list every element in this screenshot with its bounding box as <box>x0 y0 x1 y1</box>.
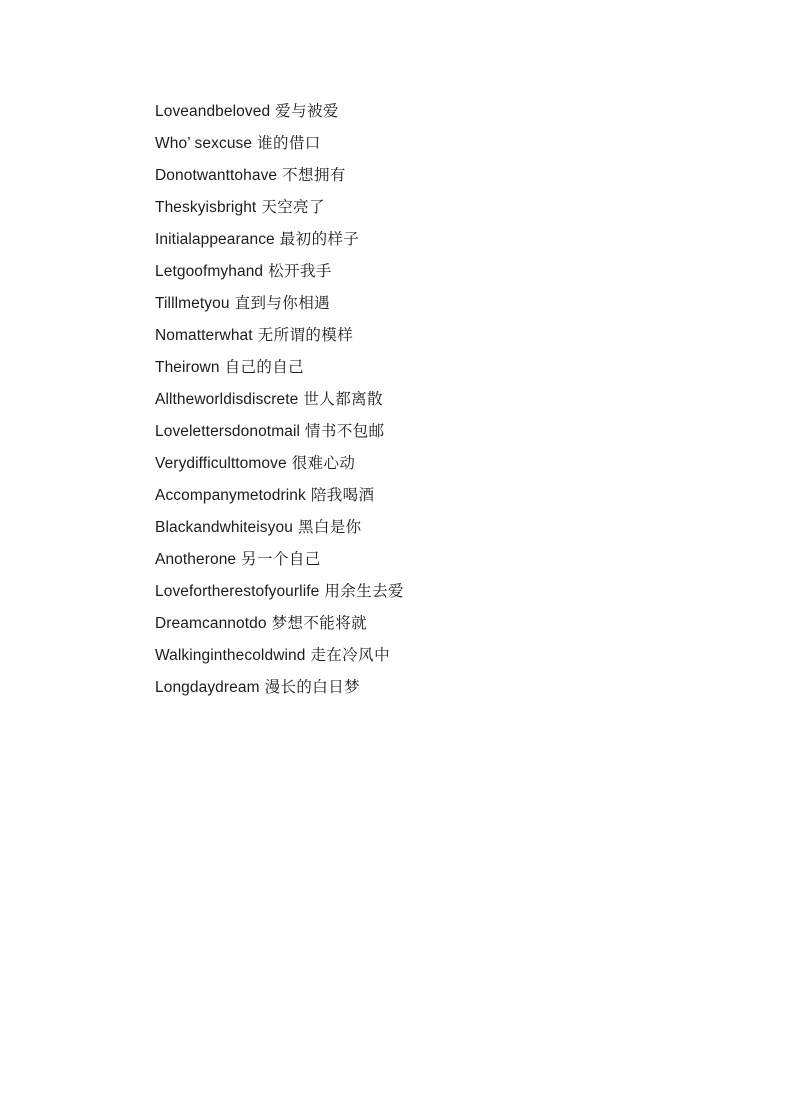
line-chinese: 黑白是你 <box>297 519 362 536</box>
line-chinese: 爱与被爱 <box>275 103 339 120</box>
text-line <box>155 192 675 224</box>
line-english: Dreamcannotdo <box>155 615 267 632</box>
line-chinese: 陪我喝酒 <box>310 487 375 504</box>
text-line <box>155 416 675 448</box>
line-english: Theskyisbright <box>155 199 257 216</box>
line-chinese: 松开我手 <box>268 263 332 280</box>
line-english: Tilllmetyou <box>155 295 230 312</box>
line-chinese: 梦想不能将就 <box>271 615 367 632</box>
text-line <box>155 640 675 672</box>
line-chinese: 自己的自己 <box>224 359 305 376</box>
line-chinese: 情书不包邮 <box>305 423 385 440</box>
line-english: Who’ sexcuse <box>155 135 253 152</box>
line-english: Loveandbeloved <box>155 103 271 120</box>
line-english: Donotwanttohave <box>155 167 278 184</box>
line-chinese: 漫长的白日梦 <box>264 679 361 696</box>
line-english: Walkinginthecoldwind <box>155 647 306 664</box>
line-chinese: 直到与你相遇 <box>234 295 331 312</box>
line-english: Nomatterwhat <box>155 327 253 344</box>
line-chinese: 无所谓的模样 <box>257 327 354 344</box>
line-english: Accompanymetodrink <box>155 487 306 504</box>
text-line <box>155 96 675 128</box>
line-english: Lovefortherestofyourlife <box>155 583 320 600</box>
line-chinese: 走在冷风中 <box>310 647 390 664</box>
text-block <box>155 96 675 704</box>
line-english: Letgoofmyhand <box>155 263 264 280</box>
text-line <box>155 352 675 384</box>
line-english: Anotherone <box>155 551 237 568</box>
line-english: Longdaydream <box>155 679 260 696</box>
line-chinese: 世人都离散 <box>303 391 383 408</box>
text-line <box>155 320 675 352</box>
line-chinese: 另一个自己 <box>241 551 321 568</box>
line-english: Alltheworldisdiscrete <box>155 391 299 408</box>
line-english: Theirown <box>155 359 220 376</box>
line-chinese: 不想拥有 <box>282 167 346 184</box>
text-line <box>155 672 675 704</box>
line-chinese: 用余生去爱 <box>324 583 404 600</box>
text-line <box>155 224 675 256</box>
text-line <box>155 512 675 544</box>
line-chinese: 很难心动 <box>291 455 356 472</box>
text-line <box>155 288 675 320</box>
line-chinese: 谁的借口 <box>257 135 321 152</box>
text-line <box>155 608 675 640</box>
line-english: Lovelettersdonotmail <box>155 423 301 440</box>
text-line <box>155 480 675 512</box>
text-line <box>155 256 675 288</box>
line-english: Verydifficulttomove <box>155 455 287 472</box>
line-chinese: 天空亮了 <box>261 199 325 216</box>
text-line <box>155 448 675 480</box>
line-english: Initialappearance <box>155 231 275 248</box>
text-line <box>155 160 675 192</box>
line-english: Blackandwhiteisyou <box>155 519 293 536</box>
text-line <box>155 384 675 416</box>
text-line <box>155 544 675 576</box>
text-line <box>155 128 675 160</box>
line-chinese: 最初的样子 <box>279 231 360 248</box>
text-line <box>155 576 675 608</box>
